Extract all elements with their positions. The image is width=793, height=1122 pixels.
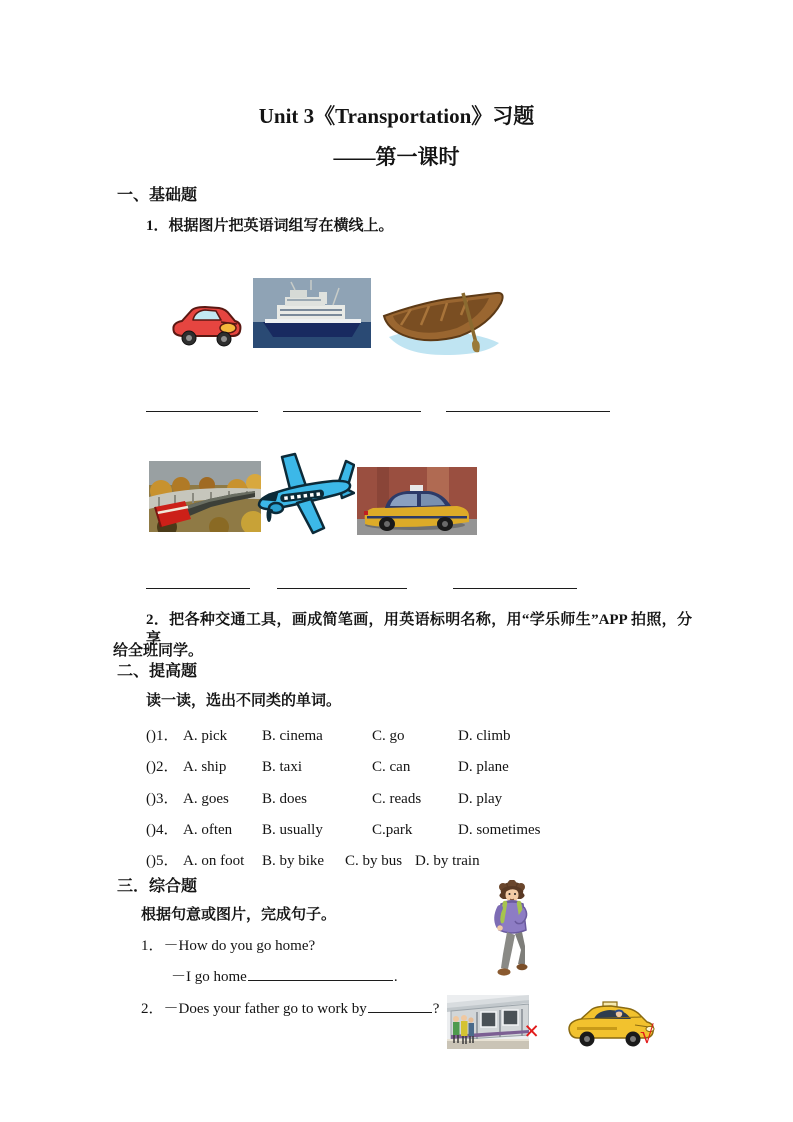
option-b: B. usually [262, 822, 323, 838]
section1-task2-line2: 给全班同学。 [113, 643, 204, 659]
option-d: D. by train [415, 853, 480, 869]
q1-answer-blank [248, 967, 393, 981]
taxi-photo-image [357, 467, 477, 535]
option-d: D. plane [458, 759, 509, 775]
q2-before: 2．－Does your father go to work by [141, 1001, 367, 1017]
q2-after: ? [432, 1001, 440, 1017]
section1-task2-line1: 2．把各种交通工具，画成简笔画，用英语标明名称，用“学乐师生”APP 拍照，分享 [146, 612, 692, 647]
option-b: B. taxi [262, 759, 302, 775]
answer-line-3 [446, 403, 610, 412]
option-d: D. climb [458, 728, 511, 744]
answer-line-6 [453, 580, 577, 589]
page-title: Unit 3《Transportation》习题 [258, 104, 535, 128]
question-number: ()1． [146, 728, 179, 744]
section3-q2-question [141, 999, 439, 1019]
section3-instruction: 根据句意或图片，完成句子。 [141, 907, 337, 923]
question-number: ()3． [146, 791, 179, 807]
rowboat-image [377, 285, 508, 363]
question-number: ()2． [146, 759, 179, 775]
option-c: C. reads [372, 791, 422, 807]
section1-task1: 1．根据图片把英语词组写在横线上。 [146, 218, 394, 234]
answer-line-4 [146, 580, 250, 589]
wrong-mark: × [524, 1016, 540, 1046]
option-a: A. ship [183, 759, 227, 775]
option-c: C. by bus [345, 853, 403, 869]
red-car-image [167, 298, 245, 348]
section2-heading: 二、提高题 [117, 663, 198, 680]
walking-boy-image [488, 880, 536, 979]
answer-line-5 [277, 580, 407, 589]
q2-blank [368, 999, 432, 1013]
option-b: B. does [262, 791, 307, 807]
option-a: A. on foot [183, 853, 245, 869]
plane-image [255, 449, 355, 537]
cruise-ship-image [253, 278, 371, 348]
question-number: ()5． [146, 853, 179, 869]
option-c: C.park [372, 822, 413, 838]
subway-platform-image [447, 995, 529, 1049]
q1-answer-before: －I go home [171, 969, 247, 985]
option-d: D. play [458, 791, 503, 807]
option-c: C. can [372, 759, 411, 775]
option-d: D. sometimes [458, 822, 541, 838]
section1-heading: 一、基础题 [117, 187, 198, 204]
right-mark: √ [640, 1022, 654, 1049]
option-b: B. cinema [262, 728, 323, 744]
question-number: ()4． [146, 822, 179, 838]
section2-instruction: 读一读，选出不同类的单词。 [146, 693, 342, 709]
option-a: A. pick [183, 728, 228, 744]
option-b: B. by bike [262, 853, 325, 869]
option-c: C. go [372, 728, 405, 744]
answer-line-1 [146, 403, 258, 412]
answer-line-2 [283, 403, 421, 412]
train-image [149, 461, 261, 532]
q1-answer-after: . [393, 969, 398, 985]
page-subtitle: ——第一课时 [333, 145, 460, 169]
option-a: A. often [183, 822, 233, 838]
section3-q1-answer [171, 967, 398, 987]
section3-q1-question: 1．－How do you go home? [141, 938, 316, 954]
section3-heading: 三．综合题 [117, 878, 198, 895]
option-a: A. goes [183, 791, 229, 807]
